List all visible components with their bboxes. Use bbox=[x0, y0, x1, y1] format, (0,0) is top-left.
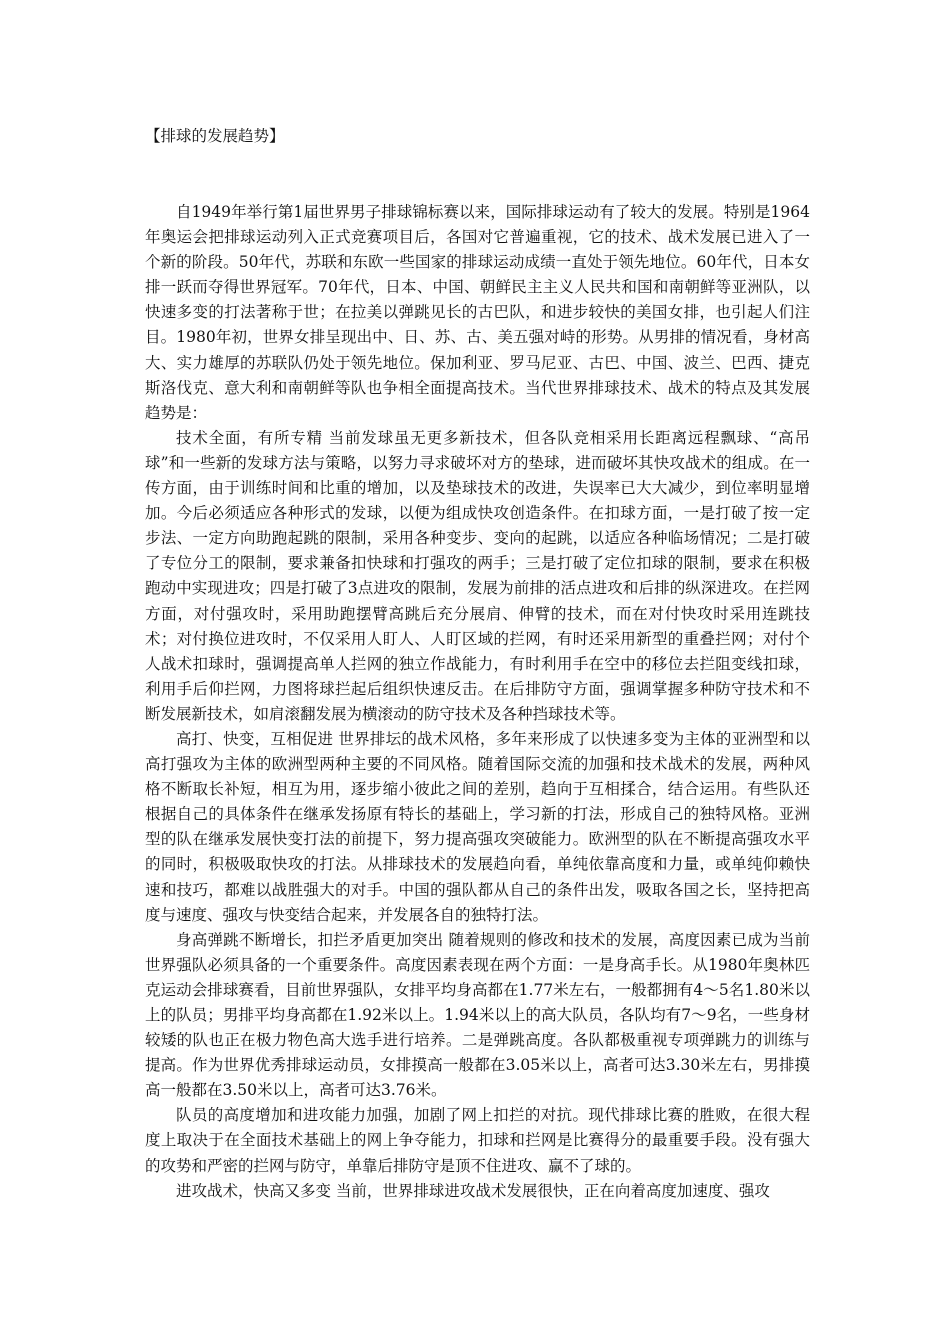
document-title: 【排球的发展趋势】 bbox=[145, 127, 285, 145]
paragraph-tactical-style: 高打、快变，互相促进 世界排坛的战术风格，多年来形成了以快速多变为主体的亚洲型和以高打强攻为主体的欧洲型两种主要的不同风格。随着国际交流的加强和技术战术的发展，两种风格不断取长补短，相互为用，逐步缩小彼此之间的差别，趋向于互相揉合，结合运用。有些队还根据自己的具体条件在继承发扬原有特长的基础上，学习新的打法，形成自己的独特风格。亚洲型的队在继承发展快变打法的前提下，努力提高强攻突破能力。欧洲型的队在不断提高强攻水平的同时，积极吸取快攻的打法。从排球技术的发展趋向看，单纯依靠高度和力量，或单纯仰赖快速和技巧，都难以战胜强大的对手。中国的强队都从自己的条件出发，吸取各国之长，坚持把高度与速度、强攻与快变结合起来，并发展各自的独特打法。 bbox=[145, 729, 810, 924]
document-content bbox=[145, 124, 810, 1204]
paragraph-offense-tactics: 进攻战术，快高又多变 当前，世界排球进攻战术发展很快，正在向着高度加速度、强攻 bbox=[176, 1181, 770, 1200]
paragraph-height-jump: 身高弹跳不断增长，扣拦矛盾更加突出 随着规则的修改和技术的发展，高度因素已成为当前世界强队必须具备的一个重要条件。高度因素表现在两个方面：一是身高手长。从1980年奥林匹克运动会排球赛看，目前世界强队，女排平均身高都在1.77米左右，一般都拥有4～5名1.80米以上的队员；男排平均身高都在1.92米以上。1.94米以上的高大队员，各队均有7～9名，一些身材较矮的队也正在极力物色高大选手进行培养。二是弹跳高度。各队都极重视专项弹跳力的训练与提高。作为世界优秀排球运动员，女排摸高一般都在3.05米以上，高者可达3.30米左右，男排摸高一般都在3.50米以上，高者可达3.76米。 bbox=[145, 930, 810, 1100]
paragraph-intro: 自1949年举行第1届世界男子排球锦标赛以来，国际排球运动有了较大的发展。特别是1964年奥运会把排球运动列入正式竞赛项目后，各国对它普遍重视，它的技术、战术发展已进入了一个新的阶段。50年代，苏联和东欧一些国家的排球运动成绩一直处于领先地位。60年代，日本女排一跃而夺得世界冠军。70年代，日本、中国、朝鲜民主主义人民共和国和南朝鲜等亚洲队，以快速多变的打法著称于世；在拉美以弹跳见长的古巴队，和进步较快的美国女排，也引起人们注目。1980年初，世界女排呈现出中、日、苏、古、美五强对峙的形势。从男排的情况看，身材高大、实力雄厚的苏联队仍处于领先地位。保加利亚、罗马尼亚、古巴、中国、波兰、巴西、捷克斯洛伐克、意大利和南朝鲜等队也争相全面提高技术。当代世界排球技术、战术的特点及其发展趋势是： bbox=[145, 203, 810, 422]
paragraph-net-play: 队员的高度增加和进攻能力加强，加剧了网上扣拦的对抗。现代排球比赛的胜败，在很大程度上取决于在全面技术基础上的网上争夺能力，扣球和拦网是比赛得分的最重要手段。没有强大的攻势和严密的拦网与防守，单靠后排防守是顶不住进攻、赢不了球的。 bbox=[145, 1106, 810, 1175]
paragraph-technique: 技术全面，有所专精 当前发球虽无更多新技术，但各队竞相采用长距离远程飘球、“高吊球”和一些新的发球方法与策略，以努力寻求破坏对方的垫球，进而破坏其快攻战术的组成。在一传方面，由于训练时间和比重的增加，以及垫球技术的改进，失误率已大大减少，到位率明显增加。今后必须适应各种形式的发球，以便为组成快攻创造条件。在扣球方面，一是打破了按一定步法、一定方向助跑起跳的限制，采用各种变步、变向的起跳，以适应各种临场情况；二是打破了专位分工的限制，要求兼备扣快球和打强攻的两手；三是打破了定位扣球的限制，要求在积极跑动中实现进攻；四是打破了3点进攻的限制，发展为前排的活点进攻和后排的纵深进攻。在拦网方面，对付强攻时，采用助跑摆臂高跳后充分展肩、伸臂的技术，而在对付快攻时采用连跳技术；对付换位进攻时，不仅采用人盯人、人盯区域的拦网，有时还采用新型的重叠拦网；对付个人战术扣球时，强调提高单人拦网的独立作战能力，有时利用手在空中的移位去拦阻变线扣球，利用手后仰拦网，力图将球拦起后组织快速反击。在后排防守方面，强调掌握多种防守技术和不断发展新技术，如肩滚翻发展为横滚动的防守技术及各种挡球技术等。 bbox=[145, 428, 810, 723]
document-body bbox=[145, 200, 810, 1204]
